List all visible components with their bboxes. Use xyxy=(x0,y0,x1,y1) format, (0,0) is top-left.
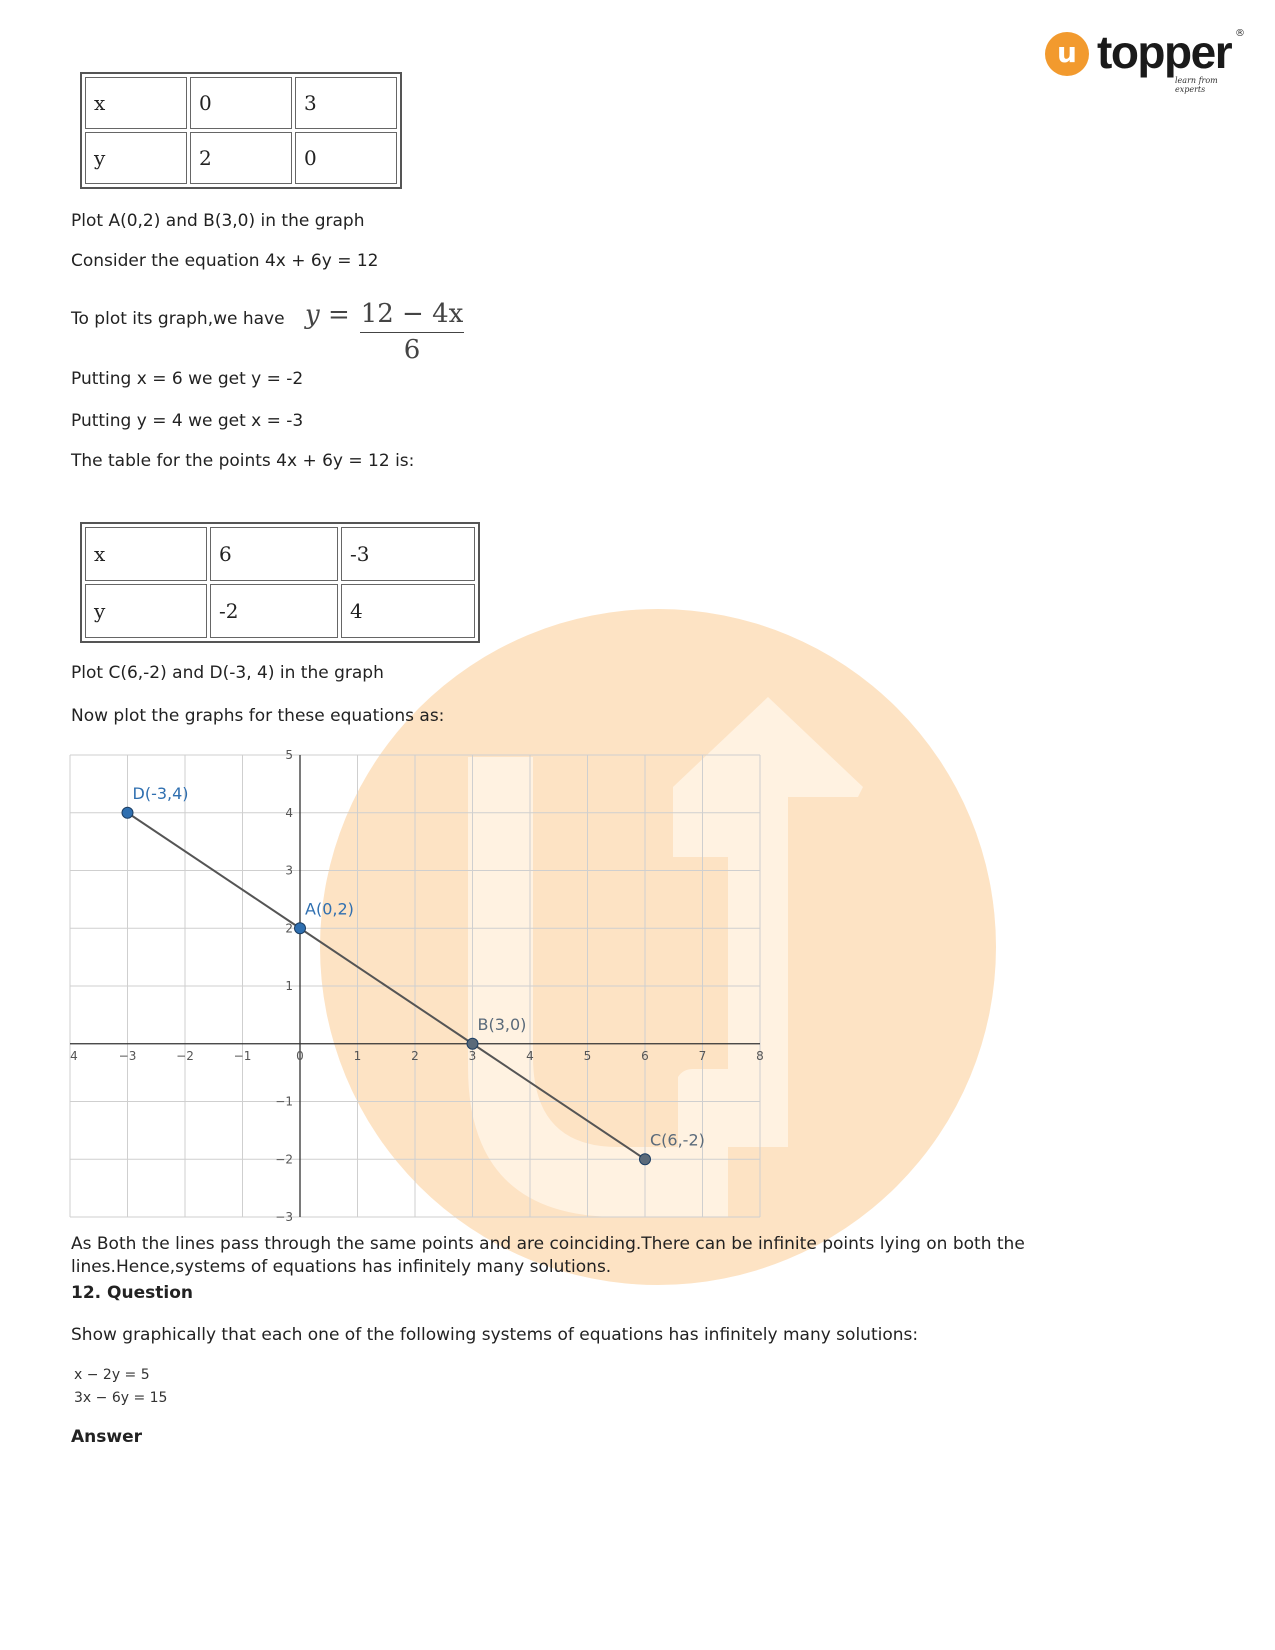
answer-heading: Answer xyxy=(71,1427,142,1447)
x-tick-label: 7 xyxy=(698,1048,707,1063)
point-a xyxy=(295,923,306,934)
x-tick-label: 0 xyxy=(296,1048,304,1063)
x-tick-label: 6 xyxy=(641,1048,649,1063)
x-tick-label: 4 xyxy=(526,1048,534,1063)
table-row xyxy=(85,584,475,638)
table-cell: y xyxy=(85,584,207,638)
plot-cd-text: Plot C(6,-2) and D(-3, 4) in the graph xyxy=(71,663,384,683)
question-heading: 12. Question xyxy=(71,1283,193,1303)
table-row xyxy=(85,527,475,581)
y-tick-label: 3 xyxy=(285,863,293,878)
formula-fraction xyxy=(360,298,464,367)
plot-points xyxy=(122,784,705,1165)
points-table-1 xyxy=(80,72,402,189)
table-cell: 6 xyxy=(210,527,338,581)
table-cell: x xyxy=(85,77,187,129)
now-plot-text: Now plot the graphs for these equations as: xyxy=(71,706,445,726)
y-tick-label: 1 xyxy=(285,979,293,993)
table-cell: -2 xyxy=(210,584,338,638)
table-cell: x xyxy=(85,527,207,581)
plot-ab-text: Plot A(0,2) and B(3,0) in the graph xyxy=(71,211,365,231)
x-tick-label: −2 xyxy=(176,1048,194,1063)
logo-tagline: learn from experts xyxy=(1175,76,1218,94)
points-table-2 xyxy=(80,522,480,643)
question-text: Show graphically that each one of the following systems of equations has infinitely many solutions: xyxy=(71,1325,919,1345)
consider-equation-text: Consider the equation 4x + 6y = 12 xyxy=(71,251,379,271)
table-row xyxy=(85,132,397,184)
y-tick-label: 2 xyxy=(285,921,293,936)
y-tick-label: −2 xyxy=(275,1152,293,1167)
x-tick-label: 4 xyxy=(70,1048,78,1063)
point-label-a: A(0,2) xyxy=(305,899,354,919)
x-tick-label: 3 xyxy=(468,1048,477,1063)
conclusion-text: As Both the lines pass through the same points and are coinciding.There can be infinite points lying on both the lines.Hence,systems of equations has infinitely many solutions. xyxy=(71,1234,1025,1277)
table-cell: -3 xyxy=(341,527,475,581)
table-cell: 4 xyxy=(341,584,475,638)
putting-y-text: Putting y = 4 we get x = -3 xyxy=(71,411,304,431)
x-tick-label: 8 xyxy=(756,1048,764,1063)
point-label-c: C(6,-2) xyxy=(650,1130,705,1150)
y-tick-label: 5 xyxy=(285,748,293,762)
y-tick-label: −1 xyxy=(275,1094,293,1109)
point-d xyxy=(122,807,133,818)
table-cell: 0 xyxy=(295,132,397,184)
x-tick-label: −1 xyxy=(233,1048,252,1063)
coordinate-graph xyxy=(70,748,764,1224)
equation-2: 3x − 6y = 15 xyxy=(74,1390,168,1406)
x-tick-label: 5 xyxy=(583,1048,592,1063)
formula-denominator: 6 xyxy=(403,335,421,365)
logo-text: topper xyxy=(1097,26,1232,78)
to-plot-text: To plot its graph,we have xyxy=(71,309,285,329)
registered-mark: ® xyxy=(1235,28,1245,39)
x-tick-label: −3 xyxy=(118,1048,137,1063)
putting-x-text: Putting x = 6 we get y = -2 xyxy=(71,369,304,389)
point-label-b: B(3,0) xyxy=(477,1014,527,1034)
table-cell: 0 xyxy=(190,77,292,129)
point-label-d: D(-3,4) xyxy=(132,783,189,803)
formula-numerator: 12 − 4x xyxy=(360,298,464,333)
utopper-logo xyxy=(1045,26,1245,94)
y-tick-label: 4 xyxy=(285,805,293,820)
point-c xyxy=(640,1154,651,1165)
x-tick-label: 1 xyxy=(353,1048,362,1063)
table-cell: 3 xyxy=(295,77,397,129)
point-b xyxy=(467,1038,478,1049)
equation-1: x − 2y = 5 xyxy=(74,1367,150,1383)
table-cell: 2 xyxy=(190,132,292,184)
logo-mark-icon: u xyxy=(1045,32,1089,76)
formula-lhs: y = xyxy=(305,300,350,330)
table-cell: y xyxy=(85,132,187,184)
table-intro-text: The table for the points 4x + 6y = 12 is: xyxy=(71,451,415,471)
x-tick-label: 2 xyxy=(411,1048,419,1063)
y-tick-label: −3 xyxy=(275,1210,293,1224)
table-row xyxy=(85,77,397,129)
